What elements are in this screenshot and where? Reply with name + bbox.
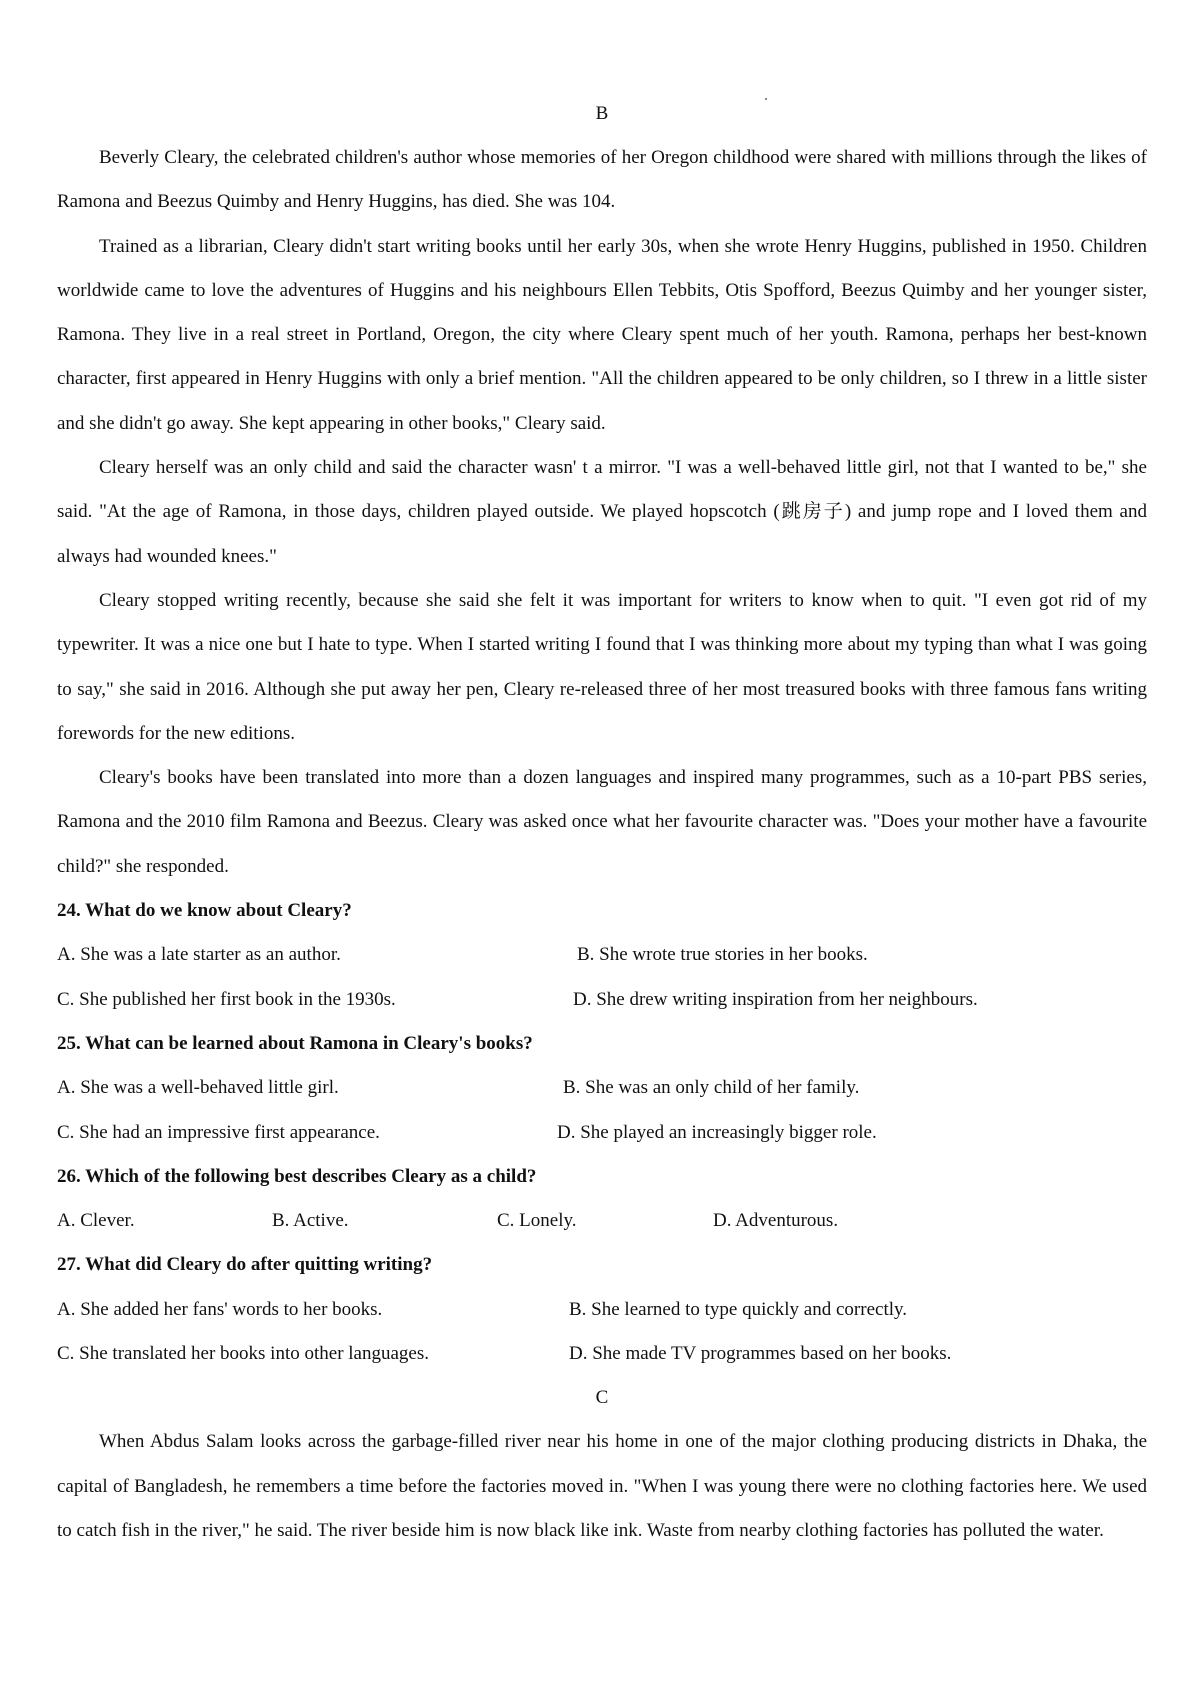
question-24-option-d: D. She drew writing inspiration from her neighbours. — [573, 988, 978, 1010]
passage-b-paragraph-5: Cleary's books have been translated into more than a dozen languages and inspired many programmes, such as a 10-part PBS series, Ramona and the 2010 film Ramona and Beezus. Cleary was asked once what her favourite character was. "Does your mother have a favourite child?" she responded. — [57, 767, 1147, 877]
question-27-options-row-1 — [57, 1288, 1147, 1332]
passage-b-paragraph-3: Cleary herself was an only child and said the character wasn' t a mirror. "I was a well-behaved little girl, not that I wanted to be," she said. "At the age of Ramona, in those days, children played outside. We played hopscotch (跳房子) and jump rope and I loved them and always had wounded knees." — [57, 457, 1147, 567]
question-24-options-row-1 — [57, 933, 1147, 977]
question-25-stem: 25. What can be learned about Ramona in Cleary's books? — [57, 1032, 533, 1054]
question-25-options-row-2 — [57, 1111, 1147, 1155]
question-27-option-d: D. She made TV programmes based on her books. — [569, 1343, 952, 1365]
question-25-option-b: B. She was an only child of her family. — [563, 1077, 860, 1099]
question-26-option-c: C. Lonely. — [497, 1210, 577, 1232]
question-24-option-a: A. She was a late starter as an author. — [57, 944, 341, 966]
question-25-options-row-1 — [57, 1066, 1147, 1110]
section-heading-b: B — [595, 103, 609, 124]
passage-b-paragraph-2: Trained as a librarian, Cleary didn't start writing books until her early 30s, when she wrote Henry Huggins, published in 1950. Children worldwide came to love the adventures of Huggins and his neighbours Ellen Tebbits, Otis Spofford, Beezus Quimby and her younger sister, Ramona. They live in a real street in Portland, Oregon, the city where Cleary spent much of her youth. Ramona, perhaps her best-known character, first appeared in Henry Huggins with only a brief mention. "All the children appeared to be only children, so I threw in a little sister and she didn't go away. She kept appearing in other books," Cleary said. — [57, 235, 1147, 434]
passage-b-paragraph-1: Beverly Cleary, the celebrated children's author whose memories of her Oregon childhood were shared with millions through the likes of Ramona and Beezus Quimby and Henry Huggins, has died. She was 104. — [57, 147, 1147, 213]
question-26-option-a: A. Clever. — [57, 1210, 135, 1232]
question-27-option-a: A. She added her fans' words to her books. — [57, 1298, 383, 1320]
question-27-stem: 27. What did Cleary do after quitting writing? — [57, 1254, 433, 1276]
question-25-option-a: A. She was a well-behaved little girl. — [57, 1077, 339, 1099]
question-24-option-c: C. She published her first book in the 1930s. — [57, 988, 396, 1010]
question-27-option-c: C. She translated her books into other languages. — [57, 1343, 430, 1365]
question-25-option-d: D. She played an increasingly bigger role. — [557, 1121, 877, 1143]
question-26-stem: 26. Which of the following best describes Cleary as a child? — [57, 1165, 537, 1187]
question-26-option-b: B. Active. — [272, 1210, 349, 1232]
question-24-options-row-2 — [57, 978, 1147, 1022]
passage-c-paragraph-1: When Abdus Salam looks across the garbage-filled river near his home in one of the major clothing producing districts in Dhaka, the capital of Bangladesh, he remembers a time before the factories moved in. "When I was young there were no clothing factories here. We used to catch fish in the river," he said. The river beside him is now black like ink. Waste from nearby clothing factories has polluted the water. — [57, 1431, 1147, 1541]
question-26-options-row — [57, 1199, 1147, 1243]
section-heading-c: C — [595, 1387, 609, 1409]
question-27-options-row-2 — [57, 1332, 1147, 1376]
exam-page — [57, 92, 1147, 1553]
passage-b-paragraph-4: Cleary stopped writing recently, because she said she felt it was important for writers to know when to quit. "I even got rid of my typewriter. It was a nice one but I hate to type. When I started writing I found that I was thinking more about my typing than what I was going to say," she said in 2016. Although she put away her pen, Cleary re-released three of her most treasured books with three famous fans writing forewords for the new editions. — [57, 589, 1147, 744]
question-26-option-d: D. Adventurous. — [713, 1210, 839, 1232]
question-27-option-b: B. She learned to type quickly and correctly. — [569, 1298, 908, 1320]
question-25-option-c: C. She had an impressive first appearance. — [57, 1121, 380, 1143]
question-24-option-b: B. She wrote true stories in her books. — [577, 944, 868, 966]
question-24-stem: 24. What do we know about Cleary? — [57, 900, 352, 922]
